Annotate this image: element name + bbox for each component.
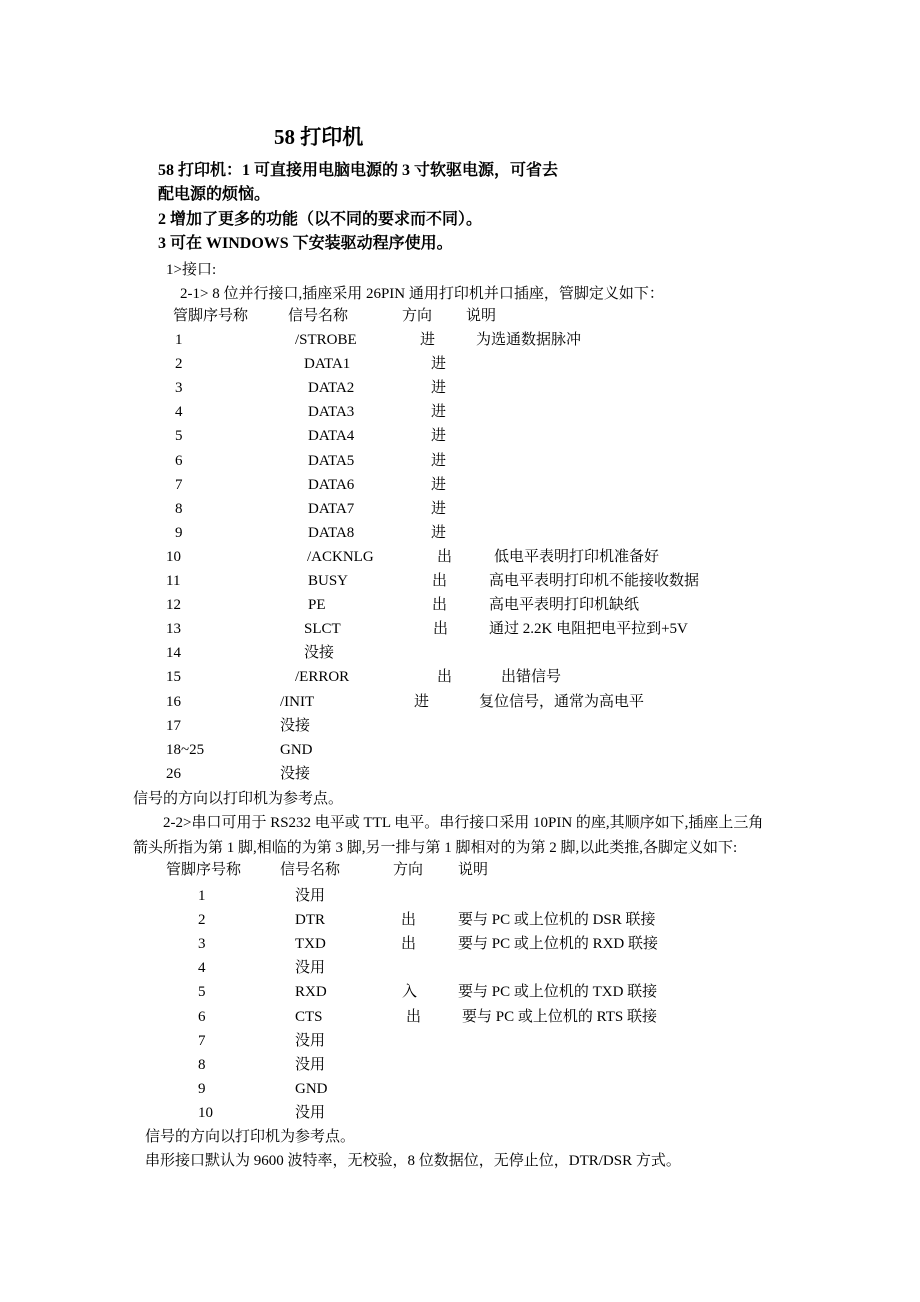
pin-cell: 9	[198, 1080, 206, 1097]
table-row	[0, 547, 920, 569]
pin-cell: 4	[175, 404, 183, 421]
table-row	[0, 643, 920, 665]
direction-cell: 出	[432, 597, 448, 614]
pin-cell: 14	[166, 645, 181, 662]
signal-cell: 没用	[295, 888, 326, 904]
table-row	[0, 1031, 920, 1053]
parallel-table-header	[0, 306, 920, 328]
serial-description-line-2: 箭头所指为第 1 脚,相临的为第 3 脚,另一排与第 1 脚相对的为第 2 脚,以此类推,各脚定义如下:	[133, 840, 738, 856]
signal-cell: DATA1	[304, 356, 351, 373]
signal-cell: BUSY	[308, 573, 349, 589]
signal-cell: GND	[295, 1080, 328, 1097]
signal-cell: 没用	[295, 1104, 326, 1121]
direction-cell: 出	[437, 669, 453, 686]
table-row	[0, 740, 920, 762]
section-2-note: 信号的方向以打印机为参考点。	[145, 1129, 356, 1145]
direction-cell: 进	[431, 452, 447, 469]
pin-cell: 11	[166, 573, 181, 589]
description-cell: 高电平表明打印机缺纸	[489, 597, 640, 614]
table-row	[0, 595, 920, 617]
direction-cell: 出	[406, 1008, 422, 1025]
direction-cell: 进	[420, 332, 436, 348]
direction-cell: 进	[431, 428, 447, 445]
signal-cell: RXD	[295, 984, 327, 1001]
signal-cell: DATA7	[308, 500, 355, 517]
header-pin: 管脚序号称	[166, 862, 242, 878]
signal-cell: DATA4	[308, 428, 355, 445]
table-row	[0, 958, 920, 980]
table-row	[0, 667, 920, 689]
table-row	[0, 499, 920, 521]
header-signal: 信号名称	[280, 862, 341, 878]
pin-cell: 6	[198, 1008, 206, 1025]
description-cell: 为选通数据脉冲	[476, 332, 582, 348]
signal-cell: 没接	[280, 765, 311, 782]
pin-cell: 17	[166, 717, 181, 734]
pin-cell: 10	[198, 1104, 213, 1121]
section-1-note: 信号的方向以打印机为参考点。	[133, 791, 344, 807]
pin-cell: 26	[166, 765, 181, 782]
signal-cell: 没用	[295, 1056, 326, 1073]
pin-cell: 1	[175, 332, 183, 348]
header-pin: 管脚序号称	[173, 308, 249, 324]
pin-cell: 16	[166, 693, 181, 710]
signal-cell: 没接	[304, 645, 335, 662]
table-row	[0, 1007, 920, 1029]
signal-cell: TXD	[295, 936, 326, 953]
table-row	[0, 523, 920, 545]
signal-cell: 没接	[280, 717, 311, 734]
description-cell: 要与 PC 或上位机的 TXD 联接	[458, 984, 658, 1001]
direction-cell: 进	[414, 693, 430, 710]
table-row	[0, 402, 920, 424]
table-row	[0, 475, 920, 497]
signal-cell: DATA3	[308, 404, 355, 421]
table-row	[0, 571, 920, 593]
pin-cell: 3	[175, 380, 183, 397]
pin-cell: 8	[198, 1056, 206, 1073]
direction-cell: 进	[431, 356, 447, 373]
section-1-heading: 1>接口:	[166, 262, 217, 278]
table-row	[0, 451, 920, 473]
signal-cell: DTR	[295, 912, 325, 929]
table-row	[0, 426, 920, 448]
intro-line-1: 58 打印机：1 可直接用电脑电源的 3 寸软驱电源，可省去	[158, 162, 559, 179]
direction-cell: 进	[431, 380, 447, 397]
pin-cell: 9	[175, 524, 183, 541]
signal-cell: /ACKNLG	[307, 548, 374, 565]
header-signal: 信号名称	[288, 308, 349, 324]
pin-cell: 5	[198, 984, 206, 1001]
signal-cell: GND	[280, 741, 313, 758]
description-cell: 复位信号，通常为高电平	[479, 693, 645, 710]
direction-cell: 进	[431, 404, 447, 421]
pin-cell: 7	[175, 476, 183, 493]
description-cell: 出错信号	[501, 669, 562, 686]
pin-cell: 2	[198, 912, 206, 929]
description-cell: 要与 PC 或上位机的 RXD 联接	[458, 936, 659, 953]
header-description: 说明	[466, 308, 497, 324]
signal-cell: DATA8	[308, 524, 355, 541]
table-row	[0, 910, 920, 932]
signal-cell: DATA6	[308, 476, 355, 493]
serial-table-header	[0, 860, 920, 882]
table-row	[0, 934, 920, 956]
table-row	[0, 692, 920, 714]
serial-default-settings: 串形接口默认为 9600 波特率，无校验，8 位数据位，无停止位，DTR/DSR 方式。	[145, 1153, 681, 1169]
signal-cell: CTS	[295, 1008, 323, 1025]
description-cell: 低电平表明打印机准备好	[494, 548, 660, 565]
description-cell: 高电平表明打印机不能接收数据	[489, 573, 700, 589]
direction-cell: 进	[431, 476, 447, 493]
pin-cell: 1	[198, 888, 206, 904]
direction-cell: 进	[431, 500, 447, 517]
direction-cell: 出	[401, 912, 417, 929]
signal-cell: /INIT	[280, 693, 315, 710]
signal-cell: SLCT	[304, 621, 341, 638]
direction-cell: 进	[431, 524, 447, 541]
pin-cell: 6	[175, 452, 183, 469]
direction-cell: 出	[437, 548, 453, 565]
table-row	[0, 1103, 920, 1125]
intro-line-3: 2 增加了更多的功能（以不同的要求而不同）。	[158, 211, 483, 228]
table-row	[0, 378, 920, 400]
pin-cell: 12	[166, 597, 181, 614]
table-row	[0, 886, 920, 908]
table-row	[0, 330, 920, 352]
pin-cell: 15	[166, 669, 181, 686]
header-direction: 方向	[393, 862, 424, 878]
table-row	[0, 1079, 920, 1101]
signal-cell: /ERROR	[295, 669, 350, 686]
table-row	[0, 982, 920, 1004]
direction-cell: 出	[433, 621, 449, 638]
table-row	[0, 764, 920, 786]
description-cell: 要与 PC 或上位机的 DSR 联接	[458, 912, 656, 929]
header-description: 说明	[458, 862, 489, 878]
pin-cell: 13	[166, 621, 181, 638]
section-1-subheading: 2-1> 8 位并行接口,插座采用 26PIN 通用打印机并口插座，管脚定义如下：	[180, 286, 664, 302]
signal-cell: DATA2	[308, 380, 355, 397]
table-row	[0, 619, 920, 641]
pin-cell: 4	[198, 960, 206, 977]
direction-cell: 入	[402, 984, 418, 1001]
description-cell: 要与 PC 或上位机的 RTS 联接	[462, 1008, 657, 1025]
signal-cell: PE	[308, 597, 326, 614]
pin-cell: 10	[166, 548, 181, 565]
signal-cell: 没用	[295, 1032, 326, 1049]
intro-line-4: 3 可在 WINDOWS 下安装驱动程序使用。	[158, 235, 453, 252]
signal-cell: 没用	[295, 960, 326, 977]
table-row	[0, 1055, 920, 1077]
description-cell: 通过 2.2K 电阻把电平拉到+5V	[489, 621, 688, 638]
pin-cell: 5	[175, 428, 183, 445]
direction-cell: 出	[401, 936, 417, 953]
table-row	[0, 354, 920, 376]
pin-cell: 18~25	[166, 741, 205, 758]
intro-line-2: 配电源的烦恼。	[158, 186, 271, 203]
pin-cell: 7	[198, 1032, 206, 1049]
pin-cell: 3	[198, 936, 206, 953]
direction-cell: 出	[432, 573, 448, 589]
signal-cell: /STROBE	[295, 332, 357, 348]
header-direction: 方向	[402, 308, 433, 324]
pin-cell: 2	[175, 356, 183, 373]
pin-cell: 8	[175, 500, 183, 517]
page-title: 58 打印机	[274, 125, 364, 149]
table-row	[0, 716, 920, 738]
serial-description-line-1: 2-2>串口可用于 RS232 电平或 TTL 电平。串行接口采用 10PIN 的座,其顺序如下,插座上三角	[163, 815, 764, 831]
signal-cell: DATA5	[308, 452, 355, 469]
